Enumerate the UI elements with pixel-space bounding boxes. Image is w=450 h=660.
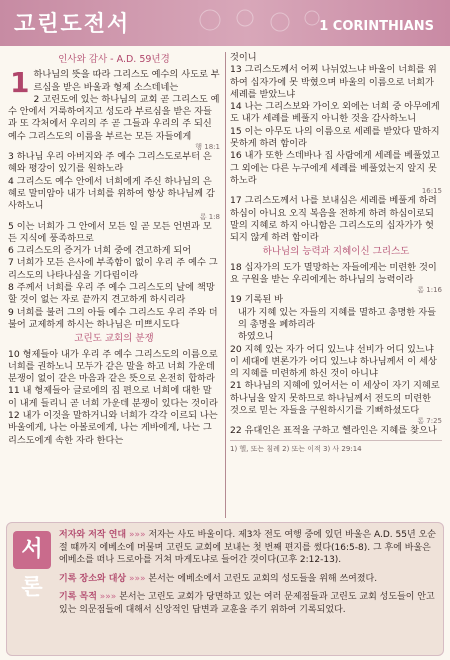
cross-reference: 롬 1:8: [199, 212, 220, 221]
intro-row-label: 저자와 저작 연대: [59, 530, 127, 540]
verse-12: 12 내가 이것을 말하거니와 너희가 각각 이르되 나는 바울에게, 나는 아볼로에게, 나는 게바에게, 나는 그리스도에게 속한 자라 한다는: [8, 410, 218, 446]
footnote: 1) 헬, 또는 침례 2) 또는 이적 3) 사 29:14: [230, 440, 442, 455]
floral-decoration-icon: [190, 6, 330, 34]
verse-8: 8 주께서 너희를 우리 주 예수 그리스도의 날에 책망할 것이 없는 자로 끝까지 견고하게 하시리라: [8, 282, 215, 306]
verse-9: 9 너희를 불러 그의 아들 예수 그리스도 우리 주와 더불어 교제하게 하시는 하나님은 미쁘시도다: [8, 306, 218, 330]
arrow-icon: »»»: [129, 530, 149, 540]
section-heading: 인사와 감사 - A.D. 59년경: [58, 54, 170, 65]
verse-6: 6 그리스도의 증거가 너희 중에 견고하게 되어: [8, 245, 192, 257]
section-heading: 고린도 교회의 분쟁: [74, 333, 154, 345]
intro-row-text: 본서는 에베소에서 고린도 교회의 성도들을 위해 쓰여졌다.: [148, 573, 378, 584]
intro-row-label: 기록 장소와 대상: [59, 573, 127, 584]
chapter-number: 1: [10, 66, 30, 100]
intro-badge: 서론: [13, 531, 51, 569]
verse-text: 하나님의 뜻을 따라 그리스도 예수의 사도로 부르심을 받은 바울과 형제 소스데네는: [33, 69, 220, 93]
intro-row-text: 저자는 사도 바울이다. 제3차 전도 여행 중에 있던 바울은 A.D. 55년 오순절 때까지 에베소에 머물며 고린도 교회에 보내는 첫 번째 편지를 썼다(16:5-8). 그 후에 바울은 에베소를 떠나 드로아를 거쳐 마게도냐로 들어간 것이다(고후 2:12-13).: [59, 530, 436, 565]
verse-4: 4 그리스도 예수 안에서 너희에게 주신 하나님의 은혜로 말미암아 내가 너희를 위하여 항상 하나님께 감사하노니: [8, 175, 215, 212]
verse-11: 11 내 형제들아 글로에의 집 편으로 너희에 대한 말이 내게 들리니 곧 너희 가운데 분쟁이 있다는 것이라: [8, 385, 218, 409]
verse-2: 2 고린도에 있는 하나님의 교회 곧 그리스도 예수 안에서 거룩하여지고 성도라 부르심을 받은 자들과 또 각처에서 우리의 주 곧 그들과 우리의 주 되신 예수 그리스도의 이름을 부르는 모든 자들에게: [8, 93, 220, 142]
verse-21: 21 하나님의 지혜에 있어서는 이 세상이 자기 지혜로 하나님을 알지 못하므로 하나님께서 전도의 미련한 것으로 믿는 자들을 구원하시기를 기뻐하셨도다: [230, 380, 440, 417]
verse-19: 19 기록된 바: [230, 294, 284, 306]
verse-3: 3 하나님 우리 아버지와 주 예수 그리스도로부터 은혜와 평강이 있기를 원하노라: [8, 151, 212, 175]
section-heading: 하나님의 능력과 지혜이신 그리스도: [262, 246, 410, 258]
verse-5: 5 이는 너희가 그 안에서 모든 일 곧 모든 언변과 모든 지식에 풍족하므로: [8, 220, 212, 244]
intro-rows: [59, 529, 437, 622]
book-introduction: [6, 522, 444, 656]
verse-18: 18 십자가의 도가 멸망하는 자들에게는 미련한 것이요 구원을 받는 우리에게는 하나님의 능력이라: [230, 261, 437, 286]
verse-7: 7 너희가 모든 은사에 부족함이 없이 우리 주 예수 그리스도의 나타나심을 기다림이라: [8, 257, 218, 281]
cross-reference: 롬 1:16: [417, 286, 442, 295]
intro-row-purpose: [59, 591, 437, 616]
right-column: [230, 52, 442, 455]
left-column: [8, 52, 220, 447]
page-header: [0, 0, 450, 46]
cross-reference: 롬 7:25: [417, 417, 442, 426]
intro-row-author: [59, 529, 437, 567]
intro-row-text: 본서는 고린도 교회가 당면하고 있는 여러 문제점들과 고린도 교회 성도들이 안고 있는 의문점들에 대해서 신앙적인 답변과 교훈을 주기 위하여 기록되었다.: [59, 592, 435, 615]
verse-15: 15 이는 아무도 나의 이름으로 세례를 받았다 말하지 못하게 하려 함이라: [230, 125, 440, 150]
verse-13: 13 그리스도께서 어찌 나뉘었느냐 바울이 너희를 위하여 십자가에 못 박혔으며 바울의 이름으로 너희가 세례를 받았느냐: [230, 64, 437, 100]
scripture-columns: [8, 52, 442, 518]
verse-20: 20 지혜 있는 자가 어디 있느냐 선비가 어디 있느냐 이 세대에 변론가가 어디 있느냐 하나님께서 이 세상의 지혜를 미련하게 하신 것이 아니냐: [230, 343, 437, 380]
verse-16: 16 내가 또한 스데바나 집 사람에게 세례를 베풀었고 그 외에는 다른 누구에게 세례를 베풀었는지 알지 못하노라: [230, 150, 440, 186]
verse-19-quote: 내가 지혜 있는 자들의 지혜를 멸하고 총명한 자들의 총명을 폐하리라: [238, 306, 436, 330]
verse-19-end: 하였으니: [238, 331, 274, 343]
arrow-icon: »»»: [129, 573, 149, 584]
arrow-icon: »»»: [99, 592, 120, 602]
intro-row-label: 기록 목적: [59, 592, 97, 602]
column-divider: [225, 52, 226, 518]
intro-row-place: [59, 573, 437, 586]
cross-reference: 행 18:1: [195, 143, 220, 152]
book-title-english: 1 CORINTHIANS: [319, 19, 434, 34]
verse-17: 17 그리스도께서 나를 보내심은 세례를 베풀게 하려 하심이 아니요 오직 복음을 전하게 하려 하심이로되 말의 지혜로 하지 아니함은 그리스도의 십자가가 헛되지 않게 하려 함이라: [230, 195, 437, 244]
verse-22: 22 유대인은 표적을 구하고 헬라인은 지혜를 찾으나: [230, 425, 437, 437]
verse-1: [8, 66, 220, 100]
book-title-korean: 고린도전서: [14, 12, 131, 37]
verse-12-continued: 것이니: [230, 52, 257, 63]
verse-14: 14 나는 그리스보와 가이오 외에는 너희 중 아무에게도 내가 세례를 베풀지 아니한 것을 감사하노니: [230, 101, 440, 125]
cross-reference: 16:15: [421, 187, 442, 196]
verse-10: 10 형제들아 내가 우리 주 예수 그리스도의 이름으로 너희를 권하노니 모두가 같은 말을 하고 너희 가운데 분쟁이 없이 같은 마음과 같은 뜻으로 온전히 합하라: [8, 348, 218, 385]
